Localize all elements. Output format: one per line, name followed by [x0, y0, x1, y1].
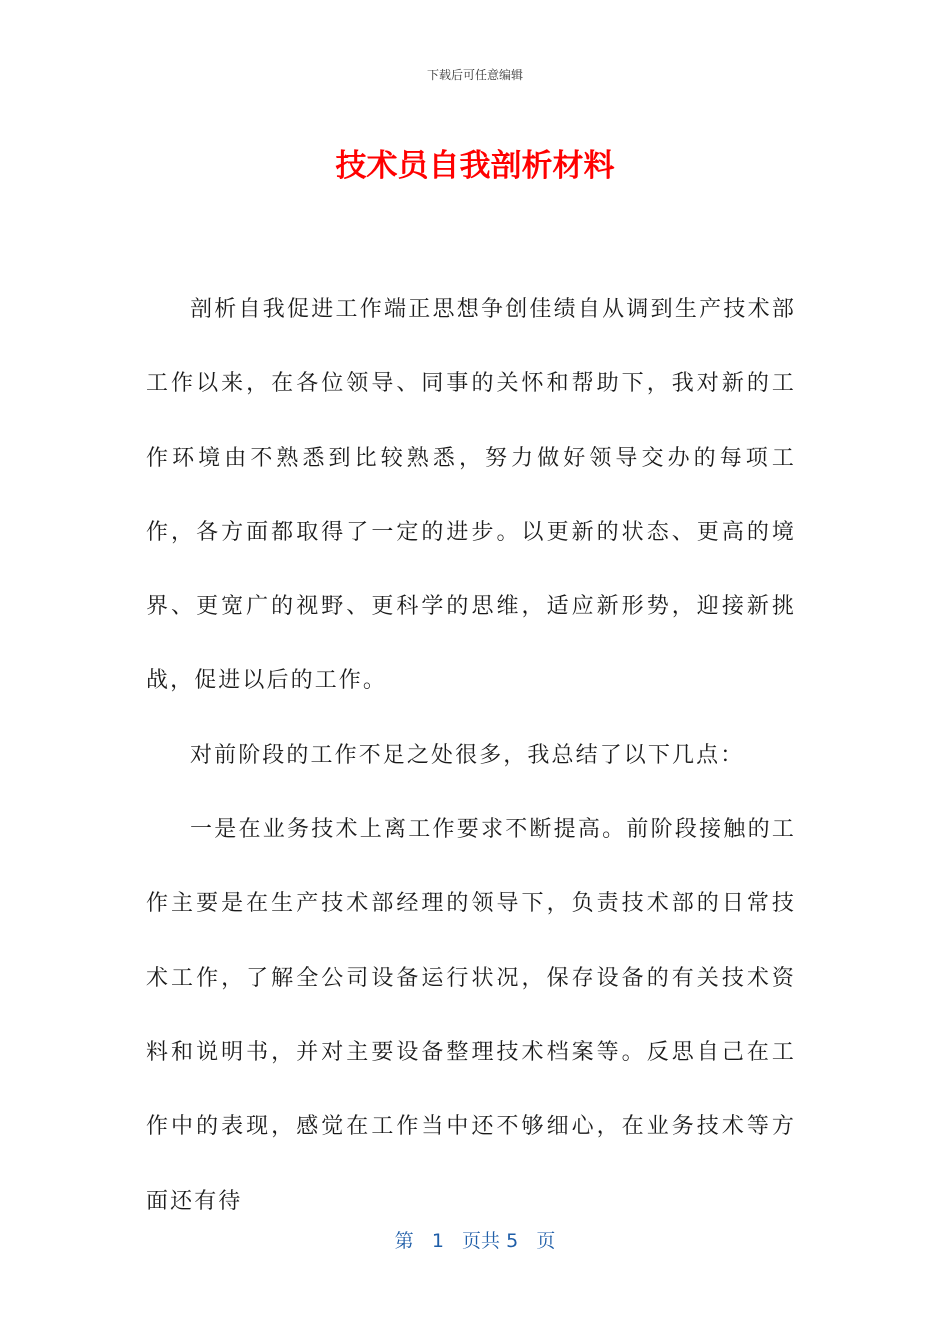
document-body [146, 273, 796, 1239]
paragraph-3: 一是在业务技术上离工作要求不断提高。前阶段接触的工作主要是在生产技术部经理的领导下，负责技术部的日常技术工作，了解全公司设备运行状况，保存设备的有关技术资料和说明书，并对主要设备整理技术档案等。反思自己在工作中的表现，感觉在工作当中还不够细心，在业务技术等方面还有待 [146, 817, 796, 1214]
footer-total-pages: 5 [506, 1230, 519, 1252]
footer-page-suffix: 页 [536, 1230, 556, 1252]
page-footer [0, 1226, 950, 1253]
document-title: 技术员自我剖析材料 [335, 148, 615, 184]
paragraph-1: 剖析自我促进工作端正思想争创佳绩自从调到生产技术部工作以来，在各位领导、同事的关怀和帮助下，我对新的工作环境由不熟悉到比较熟悉，努力做好领导交办的每项工作，各方面都取得了一定的进步。以更新的状态、更高的境界、更宽广的视野、更科学的思维，适应新形势，迎接新挑战，促进以后的工作。 [146, 297, 796, 694]
footer-current-page: 1 [431, 1230, 444, 1252]
footer-page-prefix: 第 [394, 1230, 414, 1252]
footer-page-middle: 页共 [462, 1230, 501, 1252]
header-note: 下载后可任意编辑 [426, 68, 523, 82]
paragraph-2: 对前阶段的工作不足之处很多，我总结了以下几点： [190, 742, 745, 768]
